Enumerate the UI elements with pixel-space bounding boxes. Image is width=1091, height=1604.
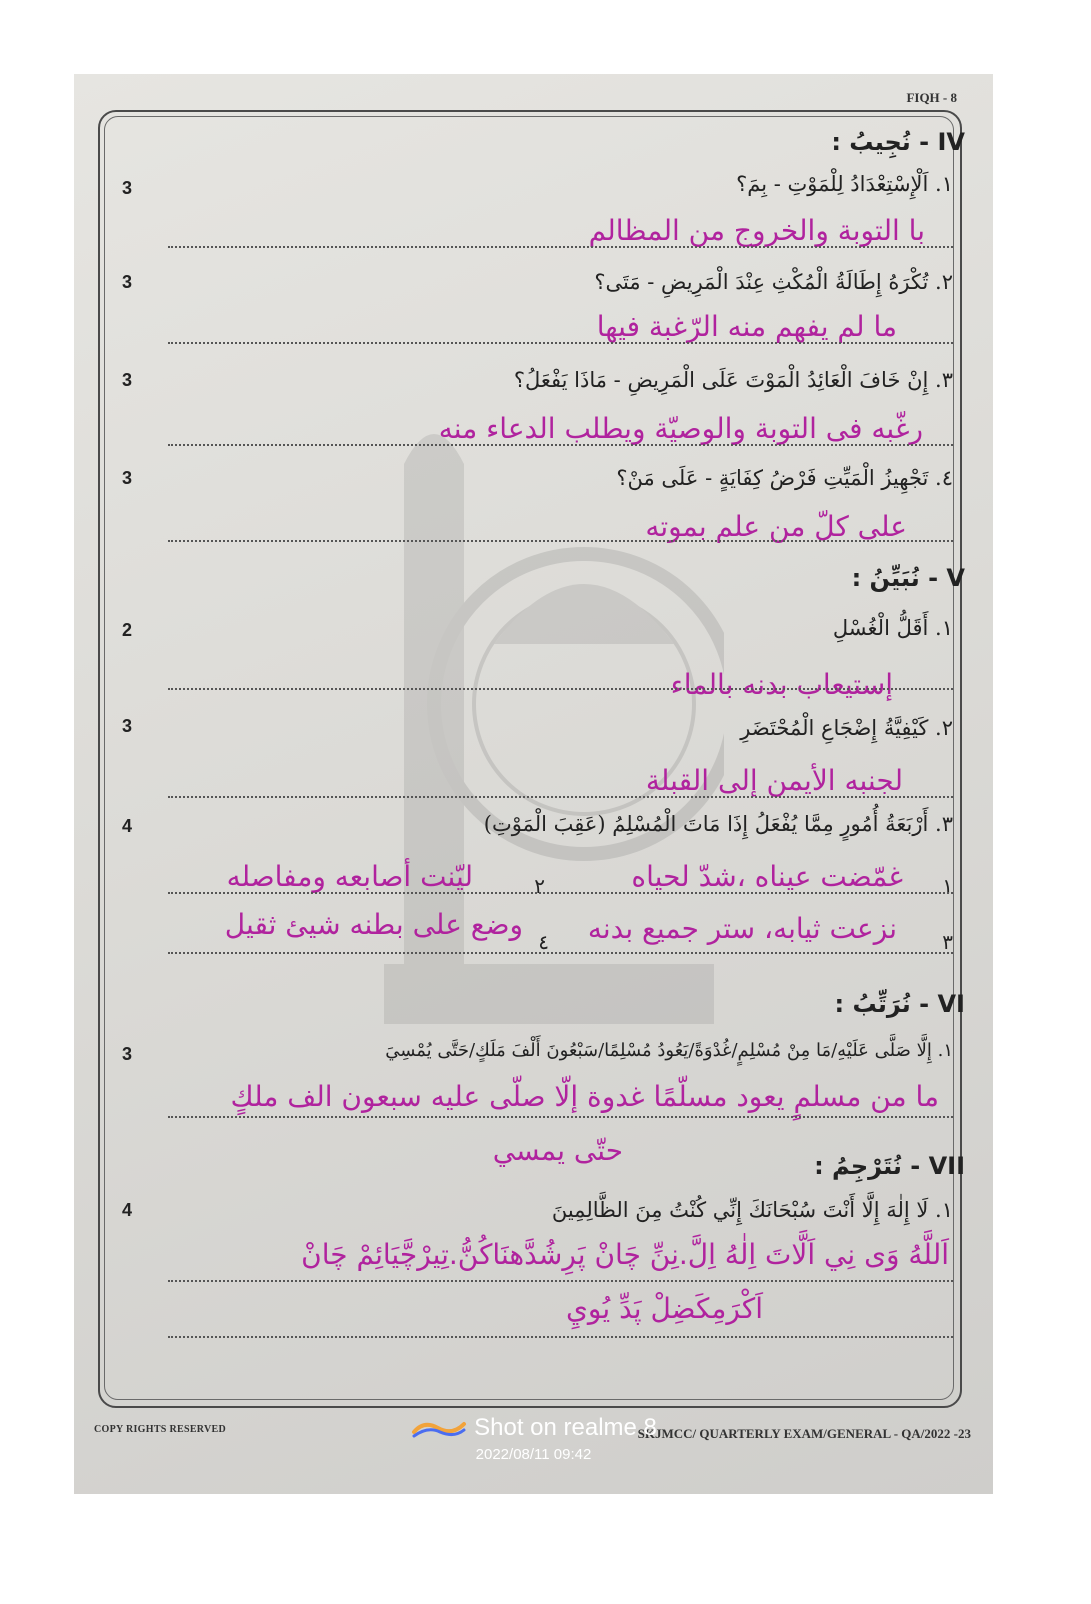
answer-iv3: رغّبه فى التوبة والوصيّة ويطلب الدعاء منه bbox=[438, 412, 923, 445]
answer-v1: إستيعاب بدنه بالماء bbox=[670, 668, 893, 701]
answer-number-4: ٤ bbox=[538, 930, 549, 954]
answer-iv4: على كلّ من علم بموته bbox=[645, 510, 907, 543]
realme-logo-icon bbox=[410, 1418, 468, 1440]
copyright-notice: COPY RIGHTS RESERVED bbox=[94, 1424, 226, 1435]
question-iv4: ٤. تَجْهِيزُ الْمَيِّتِ فَرْضُ كِفَايَةٍ - عَلَى مَنْ؟ bbox=[616, 466, 953, 490]
answer-vii1-line1: اَللَّهُ وَى نِي اَلَّاتَ اِلٰهُ اِلَّ.نِنِّ چَانْ پَرِشُدَّهنَاکُنُّ.تِيرْچَّيَائِمْ چَانْ bbox=[301, 1238, 949, 1271]
answer-line bbox=[168, 688, 953, 690]
answer-vi1-line1: ما من مسلمٍ يعود مسلّمًا غدوة إلّا صلّى عليه سبعون الف ملكٍ bbox=[230, 1080, 939, 1113]
answer-line bbox=[168, 952, 953, 954]
page-code: FIQH - 8 bbox=[906, 90, 957, 105]
question-iv1: ١. اَلْإِسْتِعْدَادُ لِلْمَوْتِ - بِمَ؟ bbox=[736, 172, 953, 196]
question-mark-vii1: 4 bbox=[122, 1200, 133, 1220]
answer-number-1: ١ bbox=[942, 874, 953, 898]
question-mark-v2: 3 bbox=[122, 716, 133, 736]
section-v-title: V - نُبَيِّنُ : bbox=[851, 564, 965, 592]
camera-watermark-label bbox=[74, 1414, 993, 1442]
question-iv3: ٣. إِنْ خَافَ الْعَائِدُ الْمَوْتَ عَلَى الْمَرِيضِ - مَاذَا يَفْعَلُ؟ bbox=[513, 368, 953, 392]
answer-number-2: ٢ bbox=[534, 874, 545, 898]
answer-line bbox=[168, 892, 953, 894]
answer-vi1-line2: حتّى يمسي bbox=[492, 1134, 623, 1167]
question-mark-vi1: 3 bbox=[122, 1044, 133, 1064]
camera-datetime: 2022/08/11 09:42 bbox=[475, 1446, 592, 1463]
question-vi1: ١. إِلَّا صَلَّى عَلَيْهِ/مَا مِنْ مُسْلِمٍ/غُدْوَةً/يَعُودُ مُسْلِمًا/سَبْعُونَ أَلْفَ مَلَكٍ/حَتَّى يُمْسِيَ bbox=[385, 1040, 953, 1061]
section-iv-title: IV - نُجِيبُ : bbox=[831, 128, 965, 156]
answer-line bbox=[168, 246, 953, 248]
answer-number-3: ٣ bbox=[942, 930, 953, 954]
section-vii-title: VII - نُتَرْجِمُ : bbox=[814, 1152, 965, 1180]
answer-v3-1: غمّضت عيناه ،شدّ لحياه bbox=[631, 860, 903, 893]
answer-iv2: ما لم يفهم منه الرّغبة فيها bbox=[596, 310, 897, 343]
answer-v3-3: نزعت ثيابه، ستر جميع بدنه bbox=[587, 912, 897, 945]
answer-line bbox=[168, 540, 953, 542]
question-mark-iv2: 3 bbox=[122, 272, 133, 292]
question-mark-v3: 4 bbox=[122, 816, 133, 836]
section-vi-title: VI - نُرَتِّبُ : bbox=[834, 990, 965, 1018]
question-iv2: ٢. تُكْرَهُ إِطَالَةُ الْمُكْثِ عِنْدَ الْمَرِيضِ - مَتَى؟ bbox=[594, 270, 953, 294]
question-mark-iv4: 3 bbox=[122, 468, 133, 488]
exam-page-photo bbox=[74, 74, 993, 1494]
exam-code: SKJMCC/ QUARTERLY EXAM/GENERAL - QA/2022 -23 bbox=[637, 1426, 971, 1441]
watermark-emblem bbox=[264, 404, 724, 1044]
camera-watermark bbox=[74, 1414, 993, 1463]
answer-v3-4: وضع على بطنه شيئ ثقيل bbox=[224, 908, 523, 941]
camera-label: Shot on realme 8 bbox=[474, 1414, 657, 1441]
question-v3: ٣. أَرْبَعَةُ أُمُورٍ مِمَّا يُفْعَلُ إِذَا مَاتَ الْمُسْلِمُ (عَقِبَ الْمَوْتِ) bbox=[483, 812, 953, 836]
question-mark-iv1: 3 bbox=[122, 178, 133, 198]
answer-vii1-line2: اَكْرَمِكَضِلْ پَدِّ يُويِ bbox=[566, 1292, 763, 1325]
answer-line bbox=[168, 1336, 953, 1338]
question-v2: ٢. كَيْفِيَّةُ إِضْجَاعِ الْمُحْتَضَرِ bbox=[740, 716, 953, 740]
answer-line bbox=[168, 1116, 953, 1118]
answer-line bbox=[168, 342, 953, 344]
question-v1: ١. أَقَلُّ الْغُسْلِ bbox=[832, 616, 953, 640]
answer-line bbox=[168, 1280, 953, 1282]
question-vii1: ١. لَا إِلٰهَ إِلَّا أَنْتَ سُبْحَانَكَ إِنِّي كُنْتُ مِنَ الظَّالِمِينَ bbox=[551, 1198, 953, 1222]
answer-line bbox=[168, 444, 953, 446]
question-mark-v1: 2 bbox=[122, 620, 133, 640]
answer-v3-2: ليّنت أصابعه ومفاصله bbox=[226, 860, 473, 893]
question-mark-iv3: 3 bbox=[122, 370, 133, 390]
answer-iv1: با التوبة والخروج من المظالم bbox=[588, 214, 925, 247]
answer-v2: لجنبه الأيمن إلى القبلة bbox=[645, 764, 903, 797]
answer-line bbox=[168, 796, 953, 798]
